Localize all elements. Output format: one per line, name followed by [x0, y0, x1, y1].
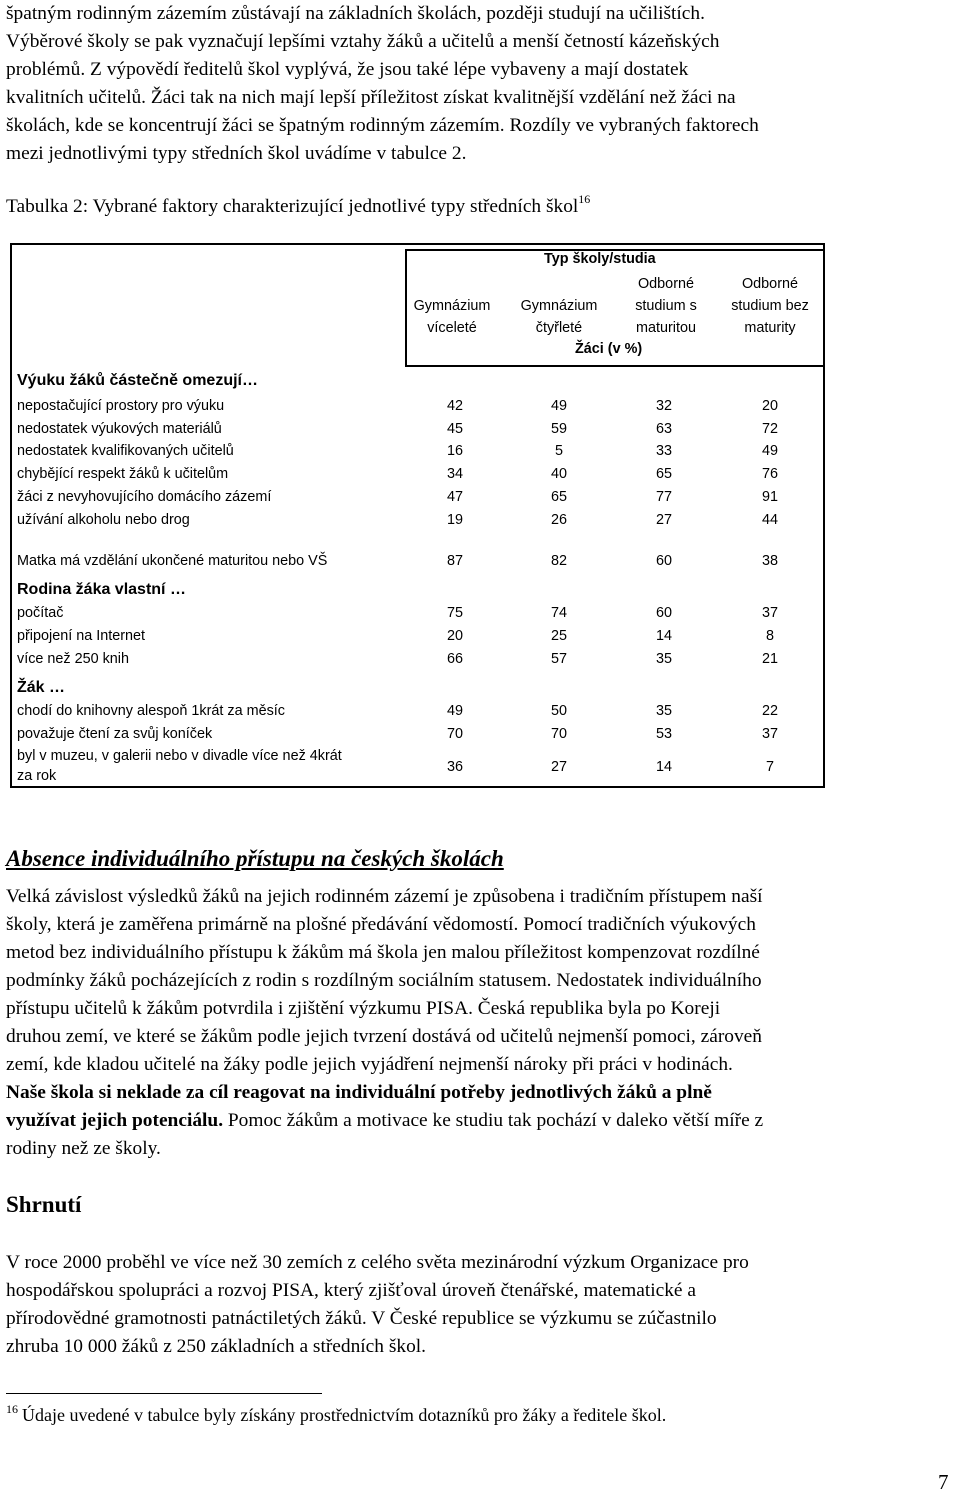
column-header-line: čtyřleté [535, 320, 583, 336]
section-heading: Rodina žáka vlastní … [17, 581, 186, 598]
cell-value: 35 [655, 703, 672, 719]
column-header-line: Gymnázium [413, 298, 491, 314]
cell-value: 70 [446, 726, 463, 742]
cell-value: 14 [655, 759, 672, 775]
cell-value: 53 [655, 726, 672, 742]
cell-value: 91 [761, 489, 778, 505]
row-label-line: byl v muzeu, v galerii nebo v divadle více než 4krát [17, 748, 342, 764]
row-label: připojení na Internet [17, 628, 146, 644]
intro-paragraph [6, 0, 956, 168]
footnote-ref: 16 [578, 192, 591, 206]
text-line: problémů. Z výpovědí ředitelů škol vyplývá, že jsou také lépe vybaveny a mají dostatek [6, 59, 689, 80]
row-label: užívání alkoholu nebo drog [17, 512, 190, 528]
row-label: více než 250 knih [17, 651, 129, 667]
cell-value: 22 [761, 703, 778, 719]
table-caption-text: Tabulka 2: Vybrané faktory charakterizující jednotlivé typy středních škol [6, 196, 579, 217]
cell-value: 75 [446, 605, 463, 621]
cell-value: 59 [550, 421, 567, 437]
cell-value: 25 [550, 628, 567, 644]
column-header [718, 273, 822, 339]
row-label: chodí do knihovny alespoň 1krát za měsíc [17, 703, 285, 719]
text-line: hospodářskou spolupráci a rozvoj PISA, který zjišťoval úroveň čtenářské, matematické a [6, 1280, 696, 1301]
text-line: druhou zemí, ve které se žákům podle jejich tvrzení dostává od učitelů nejmenší pomoci, zároveň [6, 1026, 762, 1047]
cell-value: 38 [761, 553, 778, 569]
text-line: zhruba 10 000 žáků z 250 základních a středních škol. [6, 1336, 426, 1357]
cell-value: 26 [550, 512, 567, 528]
bold-text: využívat jejich potenciálu. [6, 1110, 224, 1131]
text-line: školách, kde se koncentrují žáci se špatným rodinným zázemím. Rozdíly ve vybraných faktorech [6, 115, 759, 136]
text-span: Pomoc žákům a motivace ke studiu tak pochází v daleko větší míře z [223, 1110, 764, 1131]
column-header-line: maturitou [636, 320, 696, 336]
cell-value: 37 [761, 605, 778, 621]
section-heading: Výuku žáků částečně omezují… [17, 372, 258, 389]
column-header [616, 273, 716, 339]
column-header-line: studium bez [731, 298, 809, 314]
cell-value: 14 [655, 628, 672, 644]
cell-value: 20 [446, 628, 463, 644]
cell-value: 8 [765, 628, 774, 644]
text-line: školy, která je zaměřena primárně na plošné předávání vědomostí. Pomocí tradičních výukových [6, 914, 756, 935]
cell-value: 32 [655, 398, 672, 414]
cell-value: 37 [761, 726, 778, 742]
column-header [509, 295, 609, 339]
section-heading: Shrnutí [6, 1192, 82, 1217]
cell-value: 33 [655, 443, 672, 459]
cell-value: 65 [655, 466, 672, 482]
cell-value: 44 [761, 512, 778, 528]
cell-value: 87 [446, 553, 463, 569]
column-header-line: studium s [635, 298, 697, 314]
cell-value: 35 [655, 651, 672, 667]
cell-value: 60 [655, 553, 672, 569]
text-line [6, 1107, 956, 1135]
cell-value: 50 [550, 703, 567, 719]
cell-value: 60 [655, 605, 672, 621]
text-line: přístupu učitelů k žákům potvrdila i zjištění výzkumu PISA. Česká republika byla po Koreji [6, 998, 721, 1019]
text-line: Výběrové školy se pak vyznačují lepšími vztahy žáků a učitelů a menší četností kázeňských [6, 31, 720, 52]
cell-value: 40 [550, 466, 567, 482]
cell-value: 27 [655, 512, 672, 528]
footnote-divider [6, 1393, 322, 1394]
column-header-line: víceleté [427, 320, 477, 336]
cell-value: 49 [761, 443, 778, 459]
cell-value: 19 [446, 512, 463, 528]
text-line: Velká závislost výsledků žáků na jejich rodinném zázemí je způsobena i tradičním přístupem naší [6, 886, 763, 907]
text-line: špatným rodinným zázemím zůstávají na základních školách, později studují na učilištích. [6, 3, 705, 24]
cell-value: 34 [446, 466, 463, 482]
cell-value: 76 [761, 466, 778, 482]
cell-value: 66 [446, 651, 463, 667]
unit-label: Žáci (v %) [575, 341, 643, 357]
table-caption [6, 192, 590, 218]
cell-value: 42 [446, 398, 463, 414]
row-label: nedostatek kvalifikovaných učitelů [17, 443, 234, 459]
row-label [17, 746, 342, 786]
absence-paragraph [6, 883, 956, 1163]
cell-value: 5 [554, 443, 563, 459]
column-header-line: Gymnázium [520, 298, 598, 314]
row-label: považuje čtení za svůj koníček [17, 726, 213, 742]
footnote-text: Údaje uvedené v tabulce byly získány prostřednictvím dotazníků pro žáky a ředitele škol. [22, 1405, 667, 1425]
cell-value: 16 [446, 443, 463, 459]
cell-value: 27 [550, 759, 567, 775]
section-heading: Žák … [17, 679, 66, 696]
text-line: mezi jednotlivými typy středních škol uvádíme v tabulce 2. [6, 143, 467, 164]
cell-value: 21 [761, 651, 778, 667]
row-label-line: za rok [17, 768, 57, 784]
cell-value: 7 [765, 759, 774, 775]
column-header [407, 295, 497, 339]
data-table [10, 243, 825, 788]
cell-value: 72 [761, 421, 778, 437]
row-label: počítač [17, 605, 64, 621]
text-line: podmínky žáků pocházejících z rodin s rozdílným sociálním statusem. Nedostatek individuálního [6, 970, 762, 991]
text-line: zemí, kde kladou učitelé na žáky podle jejich vyjádření nejmenší nároky při práci v hodinách. [6, 1054, 733, 1075]
cell-value: 49 [446, 703, 463, 719]
header-group-label: Typ školy/studia [544, 251, 656, 267]
text-line: Naše škola si neklade za cíl reagovat na individuální potřeby jednotlivých žáků a plně [6, 1082, 712, 1103]
cell-value: 74 [550, 605, 567, 621]
row-label: chybějící respekt žáků k učitelům [17, 466, 229, 482]
cell-value: 70 [550, 726, 567, 742]
cell-value: 57 [550, 651, 567, 667]
cell-value: 36 [446, 759, 463, 775]
footnote-number: 16 [6, 1402, 18, 1416]
section-heading: Absence individuálního přístupu na českých školách [6, 846, 504, 871]
column-header-line: Odborné [741, 276, 798, 292]
cell-value: 20 [761, 398, 778, 414]
cell-value: 47 [446, 489, 463, 505]
footnote [6, 1402, 666, 1426]
cell-value: 45 [446, 421, 463, 437]
text-line: kvalitních učitelů. Žáci tak na nich mají lepší příležitost získat kvalitnější vzdělání než žáci na [6, 87, 736, 108]
cell-value: 63 [655, 421, 672, 437]
text-line: metod bez individuálního přístupu k žákům má škola jen malou příležitost kompenzovat rozdílné [6, 942, 760, 963]
cell-value: 82 [550, 553, 567, 569]
column-header-line: Odborné [637, 276, 694, 292]
row-label: nedostatek výukových materiálů [17, 421, 222, 437]
summary-paragraph [6, 1249, 956, 1361]
row-label: nepostačující prostory pro výuku [17, 398, 225, 414]
column-header-line: maturity [744, 320, 796, 336]
text-line: V roce 2000 proběhl ve více než 30 zemích z celého světa mezinárodní výzkum Organizace pro [6, 1252, 749, 1273]
row-label: žáci z nevyhovujícího domácího zázemí [17, 489, 272, 505]
text-line: přírodovědné gramotnosti patnáctiletých žáků. V České republice se výzkumu se zúčastnilo [6, 1308, 717, 1329]
row-label: Matka má vzdělání ukončené maturitou nebo VŠ [17, 553, 328, 569]
text-line: rodiny než ze školy. [6, 1138, 161, 1159]
page-number: 7 [938, 1470, 949, 1494]
cell-value: 77 [655, 489, 672, 505]
cell-value: 65 [550, 489, 567, 505]
cell-value: 49 [550, 398, 567, 414]
